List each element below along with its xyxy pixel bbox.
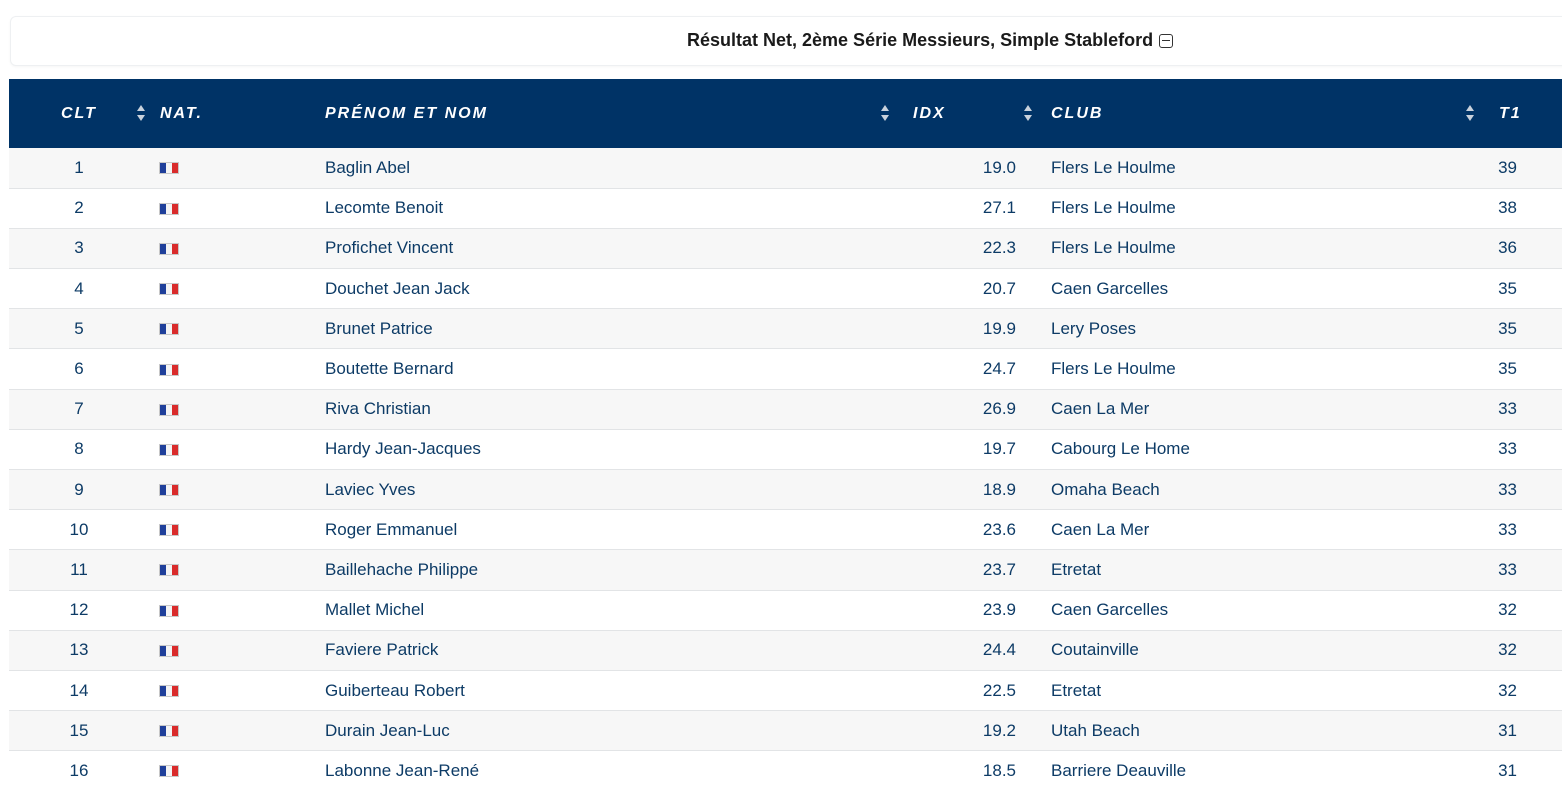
table-row[interactable] [9,429,1562,469]
table-row[interactable] [9,470,1562,510]
rank-cell: 12 [69,600,89,620]
nationality-cell [149,228,325,268]
index-cell: 27.1 [982,198,1016,218]
player-name-cell: Boutette Bernard [325,359,454,379]
club-cell: Etretat [1051,559,1102,579]
france-flag-icon [159,243,179,255]
player-name-cell: Guiberteau Robert [325,680,465,700]
club-cell: Flers Le Houlme [1051,238,1176,258]
index-cell: 23.6 [982,519,1016,539]
index-cell: 24.7 [982,359,1016,379]
score-cell: 35 [1498,318,1517,338]
index-cell: 19.9 [982,318,1016,338]
club-cell: Utah Beach [1051,720,1140,740]
france-flag-icon [159,444,179,456]
rank-cell: 15 [69,720,89,740]
nationality-cell [149,429,325,469]
table-row[interactable] [9,590,1562,630]
table-row[interactable] [9,751,1562,789]
nationality-cell [149,550,325,590]
nationality-cell [149,349,325,389]
header-idx-label: IDX [913,104,946,122]
club-cell: Caen Garcelles [1051,278,1169,298]
rank-cell: 10 [69,519,89,539]
header-club-label: CLUB [1051,104,1104,122]
table-row[interactable] [9,389,1562,429]
page-title-label: Résultat Net, 2ème Série Messieurs, Simple Stableford [687,30,1154,50]
index-cell: 23.7 [982,559,1016,579]
nationality-cell [149,630,325,670]
player-name-cell: Profichet Vincent [325,238,454,258]
table-row[interactable] [9,349,1562,389]
header-club[interactable] [1044,79,1464,148]
table-body [9,148,1562,789]
sort-icon[interactable] [137,105,145,123]
france-flag-icon [159,685,179,697]
club-cell: Cabourg Le Home [1051,439,1190,459]
rank-cell: 2 [74,198,84,218]
player-name-cell: Baillehache Philippe [325,559,479,579]
nationality-cell [149,590,325,630]
club-cell: Barriere Deauville [1051,760,1187,780]
player-name-cell: Douchet Jean Jack [325,278,470,298]
france-flag-icon [159,725,179,737]
index-cell: 26.9 [982,399,1016,419]
table-row[interactable] [9,148,1562,188]
player-name-cell: Faviere Patrick [325,640,439,660]
france-flag-icon [159,524,179,536]
player-name-cell: Mallet Michel [325,600,425,620]
header-nat-label: NAT. [160,104,203,122]
nationality-cell [149,309,325,349]
title-bar [10,16,1562,66]
club-cell: Omaha Beach [1051,479,1160,499]
header-clt-label: CLT [61,104,97,122]
index-cell: 18.5 [982,760,1016,780]
club-cell: Caen La Mer [1051,399,1150,419]
club-cell: Etretat [1051,680,1102,700]
index-cell: 23.9 [982,600,1016,620]
collapse-icon[interactable] [1159,34,1173,48]
rank-cell: 14 [69,680,89,700]
score-cell: 33 [1498,439,1517,459]
france-flag-icon [159,364,179,376]
nationality-cell [149,470,325,510]
table-row[interactable] [9,550,1562,590]
header-clt[interactable] [9,79,149,148]
score-cell: 32 [1498,680,1517,700]
index-cell: 19.7 [982,439,1016,459]
score-cell: 31 [1498,720,1517,740]
table-row[interactable] [9,711,1562,751]
index-cell: 22.3 [982,238,1016,258]
header-t1-label: T1 [1499,104,1522,122]
rank-cell: 3 [74,238,84,258]
club-cell: Flers Le Houlme [1051,198,1176,218]
france-flag-icon [159,765,179,777]
score-cell: 33 [1498,479,1517,499]
nationality-cell [149,670,325,710]
score-cell: 33 [1498,519,1517,539]
club-cell: Caen La Mer [1051,519,1150,539]
score-cell: 36 [1498,238,1517,258]
player-name-cell: Baglin Abel [325,157,411,177]
france-flag-icon [159,283,179,295]
club-cell: Flers Le Houlme [1051,157,1176,177]
player-name-cell: Riva Christian [325,399,431,419]
player-name-cell: Lecomte Benoit [325,198,444,218]
score-cell: 38 [1498,198,1517,218]
france-flag-icon [159,484,179,496]
player-name-cell: Roger Emmanuel [325,519,458,539]
score-cell: 33 [1498,559,1517,579]
nationality-cell [149,510,325,550]
table-row[interactable] [9,188,1562,228]
score-cell: 39 [1498,157,1517,177]
score-cell: 32 [1498,600,1517,620]
index-cell: 19.2 [982,720,1016,740]
rank-cell: 7 [74,399,84,419]
header-t1[interactable] [1464,79,1562,148]
rank-cell: 1 [74,157,84,177]
nationality-cell [149,148,325,188]
index-cell: 22.5 [982,680,1016,700]
rank-cell: 11 [70,559,88,579]
table-row[interactable] [9,269,1562,309]
player-name-cell: Brunet Patrice [325,318,433,338]
header-name-label: PRÉNOM ET NOM [325,104,488,122]
nationality-cell [149,188,325,228]
rank-cell: 8 [74,439,84,459]
score-cell: 33 [1498,399,1517,419]
nationality-cell [149,751,325,789]
rank-cell: 6 [74,359,84,379]
score-cell: 35 [1498,359,1517,379]
france-flag-icon [159,203,179,215]
results-table-container [9,79,1562,789]
nationality-cell [149,389,325,429]
table-header-row [9,79,1562,148]
index-cell: 24.4 [982,640,1016,660]
table-row[interactable] [9,228,1562,268]
table-row[interactable] [9,670,1562,710]
header-name[interactable] [325,79,886,148]
player-name-cell: Durain Jean-Luc [325,720,450,740]
rank-cell: 9 [74,479,84,499]
player-name-cell: Hardy Jean-Jacques [325,439,481,459]
table-row[interactable] [9,309,1562,349]
results-table [9,79,1562,789]
header-idx[interactable] [886,79,1044,148]
index-cell: 19.0 [982,157,1016,177]
player-name-cell: Laviec Yves [325,479,416,499]
france-flag-icon [159,404,179,416]
player-name-cell: Labonne Jean-René [325,760,480,780]
table-row[interactable] [9,630,1562,670]
france-flag-icon [159,323,179,335]
score-cell: 31 [1498,760,1517,780]
club-cell: Lery Poses [1051,318,1137,338]
rank-cell: 4 [74,278,84,298]
index-cell: 18.9 [982,479,1016,499]
page-title[interactable] [687,30,1173,51]
header-nat[interactable] [149,79,325,148]
rank-cell: 16 [69,760,89,780]
club-cell: Flers Le Houlme [1051,359,1176,379]
club-cell: Caen Garcelles [1051,600,1169,620]
index-cell: 20.7 [982,278,1016,298]
score-cell: 32 [1498,640,1517,660]
nationality-cell [149,711,325,751]
rank-cell: 5 [74,318,84,338]
rank-cell: 13 [69,640,89,660]
table-row[interactable] [9,510,1562,550]
france-flag-icon [159,605,179,617]
france-flag-icon [159,162,179,174]
score-cell: 35 [1498,278,1517,298]
club-cell: Coutainville [1051,640,1139,660]
nationality-cell [149,269,325,309]
france-flag-icon [159,645,179,657]
france-flag-icon [159,564,179,576]
sort-icon[interactable] [1024,105,1032,123]
